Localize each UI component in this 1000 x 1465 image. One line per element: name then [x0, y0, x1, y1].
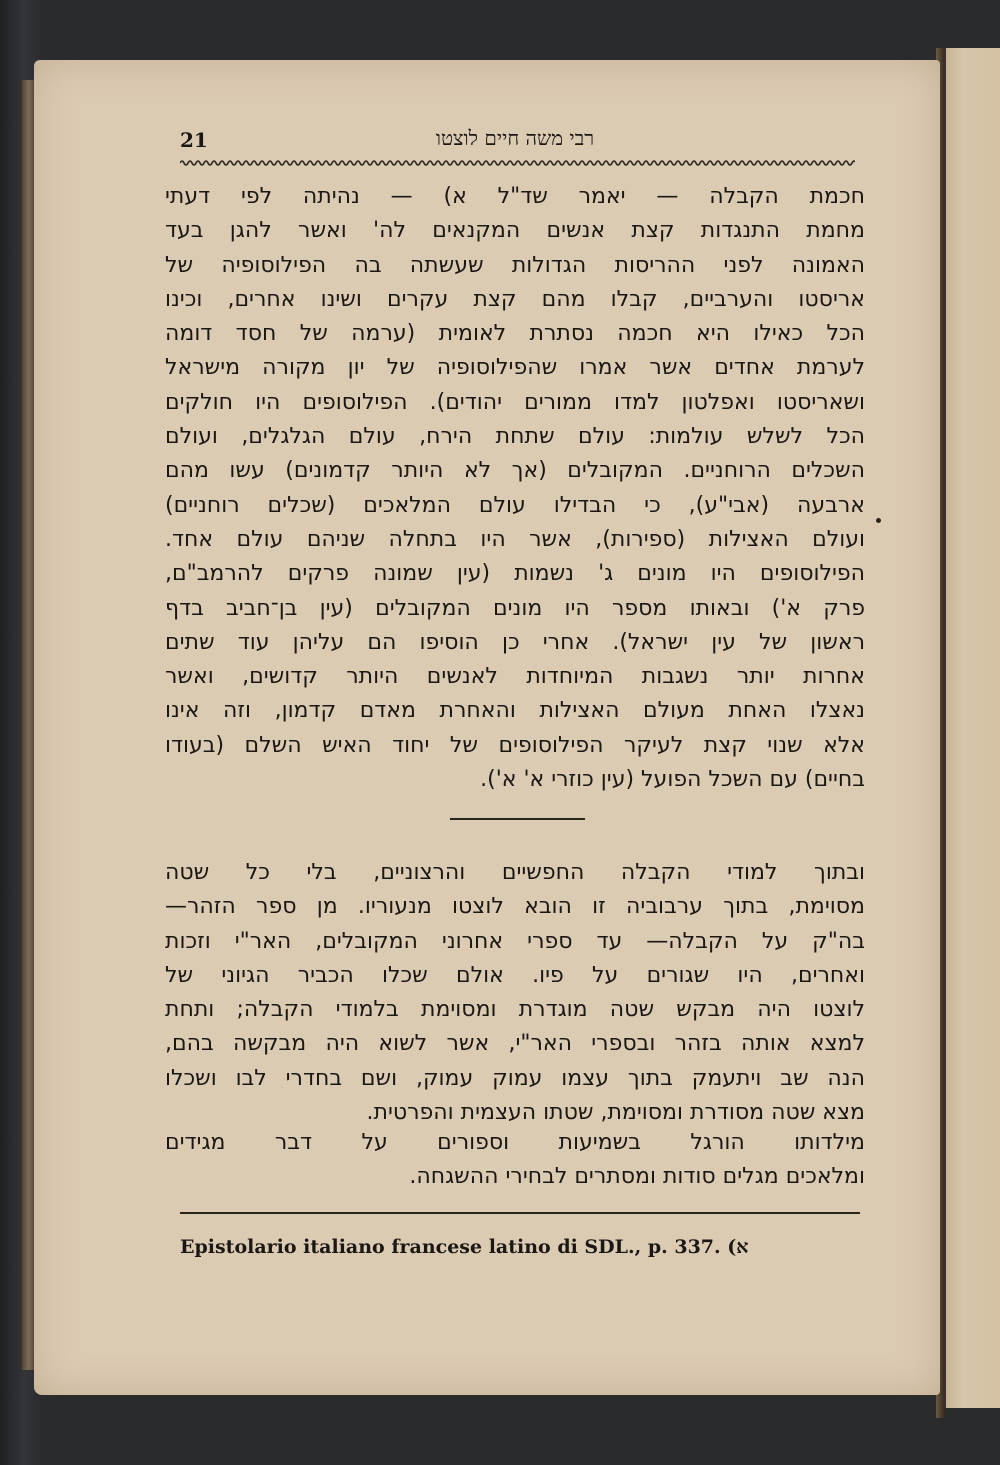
- text-line: ובתוך למודי הקבלה החפשיים והרצוניים, בלי כל שטה: [165, 860, 865, 885]
- text-line: הכל לשלש עולמות: עולם שתחת הירח, עולם הגלגלים, ועולם: [165, 424, 865, 450]
- facing-page-edge: [944, 48, 1000, 1408]
- text-line: פרק א') ובאותו מספר היו מונים המקובלים (עין בן־חביב בדף: [165, 595, 865, 621]
- paragraph-childhood: [165, 1126, 865, 1195]
- text-line: מסוימת, בתוך ערבוביה זו הובא לוצטו מנעוריו. מן ספר הזהר—: [165, 894, 865, 920]
- section-separator: [450, 818, 585, 820]
- text-line: אריסטו והערביים, קבלו מהם קצת עקרים ושינו אחרים, וכינו: [165, 286, 865, 312]
- paragraph-luzzatto-method: [165, 856, 865, 1130]
- paper-speck: [876, 518, 881, 523]
- text-line: אחרות יותר נשגבות המיוחדות לאנשים היותר קדושים, ואשר: [165, 664, 865, 690]
- text-line: ושאריסטו ואפלטון למדו ממורים יהודים). הפילוסופים היו חולקים: [165, 389, 865, 415]
- text-line: למצא אותה בזהר ובספרי האר"י, אשר לשוא היה מבקשה בהם,: [165, 1031, 865, 1057]
- paragraph-kabbalah: [165, 180, 865, 797]
- text-line: הנה שב ויתעמק בתוך עצמו עמוק עמוק, ושם בחדרי לבו ושכלו: [165, 1065, 865, 1091]
- text-line: חכמת הקבלה — יאמר שד"ל א) — נהיתה לפי דעתי: [165, 184, 865, 209]
- text-line: אלא שנוי קצת לעיקר הפילוסופים של יחוד האיש השלם (בעודו: [165, 732, 865, 758]
- text-line: מילדותו הורגל בשמיעות וספורים על דבר מגידים: [165, 1130, 865, 1155]
- text-line: הכל כאילו היא חכמה נסתרת לאומית (ערמה של חסד דומה: [165, 321, 865, 347]
- text-line: לערמת אחדים אשר אמרו שהפילוסופיה של יון מקורה מישראל: [165, 355, 865, 381]
- text-line: השכלים הרוחניים. המקובלים (אך לא היותר קדמונים) עשו מהם: [165, 458, 865, 484]
- text-line: לוצטו היה מבקש שטה מוגדרת ומסוימת בלמודי הקבלה; ותחת: [165, 997, 865, 1023]
- text-line: האמונה לפני ההריסות הגדולות שעשתה בה הפילוסופיה של: [165, 252, 865, 278]
- page-number: 21: [180, 128, 208, 152]
- footnote: Epistolario italiano francese latino di SDL., p. 337. (א: [180, 1236, 749, 1258]
- page-header: [180, 120, 855, 160]
- text-line: ועולם האצילות (ספירות), אשר היו בתחלה שניהם עולם אחד.: [165, 526, 865, 552]
- text-line: מחמת התנגדות קצת אנשים המקנאים לה' ואשר להגן בעד: [165, 218, 865, 244]
- text-line: בה"ק על הקבלה— עד ספרי אחרוני המקובלים, האר"י וזכות: [165, 928, 865, 954]
- text-line: ראשון של עין ישראל). אחרי כן הוסיפו הם עליהן עוד שתים: [165, 629, 865, 655]
- text-line: מצא שטה מסודרת ומסוימת, שטתו העצמית והפרטית.: [366, 1100, 865, 1126]
- text-line: ואחרים, היו שגורים על פיו. אולם שכלו הכביר הגיוני של: [165, 962, 865, 988]
- text-line: ומלאכים מגלים סודות ומסתרים לבחירי ההשגחה.: [409, 1164, 865, 1190]
- text-line: נאצלו האחת מעולם האצילות והאחרת מאדם קדמון, וזה אינו: [165, 698, 865, 724]
- running-head: רבי משה חיים לוצטו: [435, 126, 595, 150]
- text-line: ארבעה (אבי"ע), כי הבדילו עולם המלאכים (שכלים רוחניים): [165, 492, 865, 518]
- footnote-rule: [180, 1212, 860, 1214]
- header-ornament-rule: [180, 158, 855, 168]
- text-line: בחיים) עם השכל הפועל (עין כוזרי א' א').: [480, 767, 865, 793]
- text-line: הפילוסופים היו מונים ג' נשמות (עין שמונה פרקים להרמב"ם,: [165, 561, 865, 587]
